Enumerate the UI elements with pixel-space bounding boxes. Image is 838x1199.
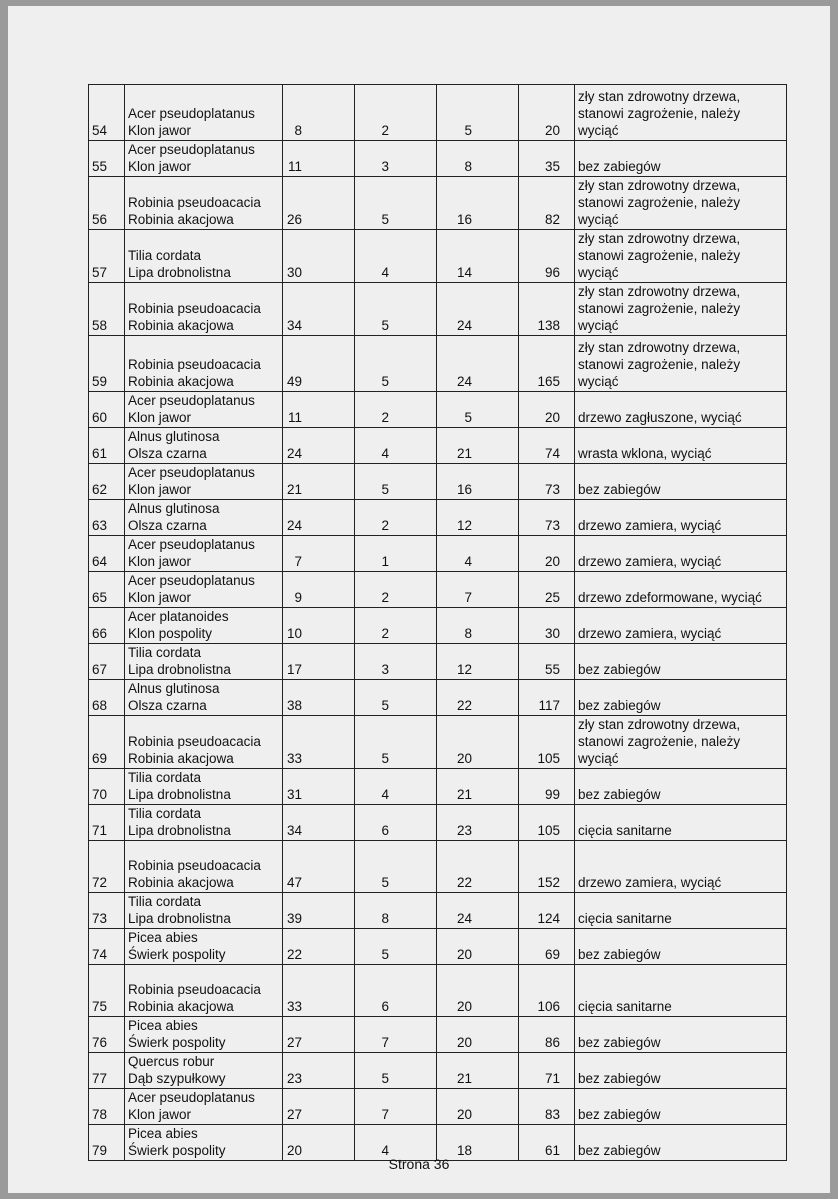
value-cell-v1: 21 [283,464,355,500]
value-cell-v2: 5 [355,1053,437,1089]
value-cell-v2: 5 [355,336,437,392]
remark-line: drzewo zagłuszone, wyciąć [578,410,742,425]
remark-line: bez zabiegów [578,1035,661,1050]
remark-line: drzewo zamiera, wyciąć [578,554,722,569]
remark-line: zły stan zdrowotny drzewa, [578,284,741,299]
value-cell-v2: 2 [355,608,437,644]
value-cell-v2: 7 [355,1017,437,1053]
value-cell-v1: 31 [283,769,355,805]
remark-line: cięcia sanitarne [578,823,672,838]
latin-name: Tilia cordata [128,248,202,263]
remarks-cell [575,1017,787,1053]
polish-name: Lipa drobnolistna [128,787,231,802]
latin-name: Acer pseudoplatanus [128,106,255,121]
polish-name: Robinia akacjowa [128,318,234,333]
latin-name: Acer pseudoplatanus [128,537,255,552]
remarks-cell [575,500,787,536]
species-cell [125,769,283,805]
latin-name: Robinia pseudoacacia [128,858,261,873]
value-cell-v1: 10 [283,608,355,644]
value-cell-v3: 5 [437,392,519,428]
polish-name: Klon jawor [128,1107,192,1122]
document-page [8,6,830,1193]
latin-name: Alnus glutinosa [128,429,220,444]
latin-name: Robinia pseudoacacia [128,301,261,316]
species-cell [125,572,283,608]
remarks-cell [575,336,787,392]
value-cell-v3: 22 [437,841,519,893]
value-cell-v4: 106 [519,965,575,1017]
value-cell-v2: 5 [355,177,437,230]
latin-name: Tilia cordata [128,894,202,909]
row-number-cell: 71 [89,805,125,841]
species-cell [125,283,283,336]
value-cell-v3: 20 [437,965,519,1017]
species-cell [125,464,283,500]
remark-line: bez zabiegów [578,1071,661,1086]
remarks-cell [575,929,787,965]
value-cell-v2: 4 [355,1125,437,1161]
value-cell-v2: 2 [355,392,437,428]
latin-name: Tilia cordata [128,645,202,660]
row-number-cell: 72 [89,841,125,893]
value-cell-v4: 117 [519,680,575,716]
value-cell-v3: 21 [437,1053,519,1089]
table-row [89,716,787,769]
remark-line: stanowi zagrożenie, należy [578,248,741,263]
value-cell-v4: 152 [519,841,575,893]
page-number: Strona 36 [388,1156,450,1172]
row-number-cell: 64 [89,536,125,572]
table-row [89,85,787,141]
species-cell [125,841,283,893]
table-row [89,536,787,572]
table-row [89,929,787,965]
remark-line: bez zabiegów [578,159,661,174]
latin-name: Acer pseudoplatanus [128,573,255,588]
value-cell-v1: 30 [283,230,355,283]
value-cell-v4: 25 [519,572,575,608]
value-cell-v2: 5 [355,841,437,893]
remark-line: wrasta wklona, wyciąć [578,446,712,461]
value-cell-v1: 26 [283,177,355,230]
value-cell-v4: 73 [519,500,575,536]
table-row [89,500,787,536]
polish-name: Robinia akacjowa [128,374,234,389]
row-number-cell: 76 [89,1017,125,1053]
row-number-cell: 75 [89,965,125,1017]
remark-line: stanowi zagrożenie, należy [578,195,741,210]
value-cell-v3: 24 [437,893,519,929]
remark-line: cięcia sanitarne [578,911,672,926]
value-cell-v1: 11 [283,141,355,177]
species-cell [125,1053,283,1089]
value-cell-v3: 4 [437,536,519,572]
value-cell-v1: 17 [283,644,355,680]
remark-line: stanowi zagrożenie, należy [578,734,741,749]
value-cell-v3: 24 [437,336,519,392]
species-cell [125,644,283,680]
remark-line: wyciąć [578,212,619,227]
value-cell-v1: 9 [283,572,355,608]
remark-line: zły stan zdrowotny drzewa, [578,340,741,355]
value-cell-v4: 124 [519,893,575,929]
table-row [89,608,787,644]
value-cell-v4: 99 [519,769,575,805]
row-number-cell: 61 [89,428,125,464]
latin-name: Robinia pseudoacacia [128,734,261,749]
remark-line: zły stan zdrowotny drzewa, [578,231,741,246]
value-cell-v2: 8 [355,893,437,929]
remark-line: stanowi zagrożenie, należy [578,357,741,372]
value-cell-v3: 20 [437,1017,519,1053]
value-cell-v2: 5 [355,929,437,965]
species-cell [125,428,283,464]
latin-name: Acer pseudoplatanus [128,142,255,157]
remarks-cell [575,230,787,283]
latin-name: Tilia cordata [128,770,202,785]
latin-name: Robinia pseudoacacia [128,982,261,997]
remarks-cell [575,1053,787,1089]
row-number-cell: 59 [89,336,125,392]
remark-line: drzewo zdeformowane, wyciąć [578,590,762,605]
polish-name: Robinia akacjowa [128,212,234,227]
latin-name: Acer pseudoplatanus [128,393,255,408]
value-cell-v1: 34 [283,805,355,841]
value-cell-v4: 82 [519,177,575,230]
table-row [89,283,787,336]
value-cell-v3: 5 [437,85,519,141]
value-cell-v4: 105 [519,716,575,769]
value-cell-v3: 20 [437,1089,519,1125]
remarks-cell [575,1089,787,1125]
latin-name: Robinia pseudoacacia [128,195,261,210]
remark-line: bez zabiegów [578,1107,661,1122]
remark-line: bez zabiegów [578,662,661,677]
value-cell-v1: 47 [283,841,355,893]
row-number-cell: 65 [89,572,125,608]
value-cell-v4: 35 [519,141,575,177]
value-cell-v3: 18 [437,1125,519,1161]
table-row [89,1089,787,1125]
remark-line: zły stan zdrowotny drzewa, [578,717,741,732]
value-cell-v3: 21 [437,769,519,805]
polish-name: Klon jawor [128,159,192,174]
value-cell-v3: 24 [437,283,519,336]
value-cell-v4: 71 [519,1053,575,1089]
value-cell-v2: 5 [355,464,437,500]
species-cell [125,141,283,177]
value-cell-v4: 69 [519,929,575,965]
table-row [89,177,787,230]
value-cell-v2: 3 [355,141,437,177]
table-row [89,336,787,392]
table-row [89,1017,787,1053]
remark-line: drzewo zamiera, wyciąć [578,518,722,533]
value-cell-v3: 8 [437,141,519,177]
row-number-cell: 68 [89,680,125,716]
row-number-cell: 58 [89,283,125,336]
polish-name: Klon pospolity [128,626,213,641]
species-cell [125,805,283,841]
species-cell [125,336,283,392]
value-cell-v1: 24 [283,500,355,536]
polish-name: Klon jawor [128,123,192,138]
value-cell-v2: 4 [355,769,437,805]
species-cell [125,929,283,965]
table-row [89,464,787,500]
value-cell-v1: 34 [283,283,355,336]
value-cell-v1: 23 [283,1053,355,1089]
remark-line: drzewo zamiera, wyciąć [578,875,722,890]
value-cell-v2: 2 [355,500,437,536]
species-cell [125,893,283,929]
row-number-cell: 54 [89,85,125,141]
value-cell-v3: 21 [437,428,519,464]
remarks-cell [575,177,787,230]
latin-name: Acer pseudoplatanus [128,1090,255,1105]
remark-line: bez zabiegów [578,698,661,713]
remark-line: wyciąć [578,751,619,766]
species-cell [125,177,283,230]
value-cell-v2: 7 [355,1089,437,1125]
value-cell-v3: 22 [437,680,519,716]
remarks-cell [575,805,787,841]
latin-name: Picea abies [128,930,198,945]
latin-name: Robinia pseudoacacia [128,357,261,372]
row-number-cell: 69 [89,716,125,769]
remarks-cell [575,608,787,644]
remarks-cell [575,536,787,572]
polish-name: Świerk pospolity [128,1035,226,1050]
table-row [89,893,787,929]
polish-name: Klon jawor [128,482,192,497]
value-cell-v2: 4 [355,428,437,464]
value-cell-v3: 20 [437,929,519,965]
value-cell-v2: 2 [355,572,437,608]
table-row [89,1053,787,1089]
remarks-cell [575,893,787,929]
table-row [89,965,787,1017]
value-cell-v4: 83 [519,1089,575,1125]
species-cell [125,965,283,1017]
remark-line: zły stan zdrowotny drzewa, [578,178,741,193]
row-number-cell: 62 [89,464,125,500]
remarks-cell [575,644,787,680]
value-cell-v1: 11 [283,392,355,428]
latin-name: Picea abies [128,1126,198,1141]
species-cell [125,1089,283,1125]
value-cell-v1: 22 [283,929,355,965]
value-cell-v2: 6 [355,965,437,1017]
value-cell-v3: 23 [437,805,519,841]
polish-name: Lipa drobnolistna [128,662,231,677]
row-number-cell: 74 [89,929,125,965]
remarks-cell [575,392,787,428]
remark-line: bez zabiegów [578,947,661,962]
value-cell-v1: 20 [283,1125,355,1161]
polish-name: Świerk pospolity [128,947,226,962]
polish-name: Dąb szypułkowy [128,1071,226,1086]
value-cell-v1: 39 [283,893,355,929]
row-number-cell: 77 [89,1053,125,1089]
value-cell-v2: 6 [355,805,437,841]
value-cell-v3: 16 [437,177,519,230]
row-number-cell: 66 [89,608,125,644]
tree-inventory-table [88,84,787,1161]
table-row [89,230,787,283]
polish-name: Lipa drobnolistna [128,911,231,926]
value-cell-v2: 5 [355,716,437,769]
value-cell-v2: 2 [355,85,437,141]
row-number-cell: 56 [89,177,125,230]
remarks-cell [575,428,787,464]
remarks-cell [575,283,787,336]
row-number-cell: 57 [89,230,125,283]
remark-line: drzewo zamiera, wyciąć [578,626,722,641]
table-body [89,85,787,1161]
value-cell-v4: 138 [519,283,575,336]
value-cell-v3: 20 [437,716,519,769]
row-number-cell: 73 [89,893,125,929]
remark-line: bez zabiegów [578,1143,661,1158]
species-cell [125,392,283,428]
value-cell-v4: 30 [519,608,575,644]
remark-line: wyciąć [578,265,619,280]
remark-line: wyciąć [578,318,619,333]
polish-name: Klon jawor [128,554,192,569]
polish-name: Lipa drobnolistna [128,265,231,280]
polish-name: Klon jawor [128,590,192,605]
polish-name: Świerk pospolity [128,1143,226,1158]
table-row [89,644,787,680]
polish-name: Olsza czarna [128,446,207,461]
value-cell-v4: 20 [519,392,575,428]
remark-line: bez zabiegów [578,482,661,497]
polish-name: Klon jawor [128,410,192,425]
value-cell-v1: 27 [283,1089,355,1125]
row-number-cell: 60 [89,392,125,428]
value-cell-v4: 96 [519,230,575,283]
species-cell [125,680,283,716]
species-cell [125,536,283,572]
species-cell [125,608,283,644]
remarks-cell [575,716,787,769]
remark-line: stanowi zagrożenie, należy [578,301,741,316]
remarks-cell [575,572,787,608]
remark-line: wyciąć [578,374,619,389]
value-cell-v1: 27 [283,1017,355,1053]
value-cell-v4: 86 [519,1017,575,1053]
table-row [89,392,787,428]
value-cell-v2: 5 [355,680,437,716]
value-cell-v3: 7 [437,572,519,608]
latin-name: Acer pseudoplatanus [128,465,255,480]
polish-name: Olsza czarna [128,518,207,533]
latin-name: Alnus glutinosa [128,501,220,516]
value-cell-v3: 16 [437,464,519,500]
value-cell-v3: 12 [437,500,519,536]
polish-name: Lipa drobnolistna [128,823,231,838]
remarks-cell [575,464,787,500]
value-cell-v3: 14 [437,230,519,283]
table-row [89,572,787,608]
table-row [89,141,787,177]
value-cell-v1: 38 [283,680,355,716]
remarks-cell [575,680,787,716]
species-cell [125,230,283,283]
row-number-cell: 78 [89,1089,125,1125]
species-cell [125,85,283,141]
remarks-cell [575,841,787,893]
value-cell-v2: 4 [355,230,437,283]
row-number-cell: 70 [89,769,125,805]
value-cell-v4: 165 [519,336,575,392]
remarks-cell [575,141,787,177]
table-row [89,841,787,893]
value-cell-v1: 7 [283,536,355,572]
latin-name: Acer platanoides [128,609,229,624]
table-row [89,680,787,716]
polish-name: Robinia akacjowa [128,875,234,890]
row-number-cell: 63 [89,500,125,536]
value-cell-v2: 1 [355,536,437,572]
row-number-cell: 67 [89,644,125,680]
value-cell-v4: 20 [519,536,575,572]
value-cell-v1: 33 [283,965,355,1017]
value-cell-v4: 55 [519,644,575,680]
species-cell [125,500,283,536]
remark-line: bez zabiegów [578,787,661,802]
value-cell-v3: 12 [437,644,519,680]
latin-name: Alnus glutinosa [128,681,220,696]
remark-line: cięcia sanitarne [578,999,672,1014]
value-cell-v1: 8 [283,85,355,141]
remarks-cell [575,965,787,1017]
value-cell-v2: 5 [355,283,437,336]
remark-line: wyciąć [578,123,619,138]
value-cell-v4: 20 [519,85,575,141]
table-row [89,805,787,841]
table-row [89,428,787,464]
latin-name: Quercus robur [128,1054,215,1069]
row-number-cell: 55 [89,141,125,177]
polish-name: Robinia akacjowa [128,751,234,766]
value-cell-v2: 3 [355,644,437,680]
species-cell [125,716,283,769]
value-cell-v4: 74 [519,428,575,464]
polish-name: Olsza czarna [128,698,207,713]
latin-name: Picea abies [128,1018,198,1033]
remarks-cell [575,85,787,141]
polish-name: Robinia akacjowa [128,999,234,1014]
table-row [89,769,787,805]
value-cell-v1: 33 [283,716,355,769]
value-cell-v1: 49 [283,336,355,392]
latin-name: Tilia cordata [128,806,202,821]
remarks-cell [575,769,787,805]
value-cell-v4: 61 [519,1125,575,1161]
species-cell [125,1017,283,1053]
row-number-cell: 79 [89,1125,125,1161]
remark-line: stanowi zagrożenie, należy [578,106,741,121]
value-cell-v4: 73 [519,464,575,500]
remark-line: zły stan zdrowotny drzewa, [578,89,741,104]
value-cell-v1: 24 [283,428,355,464]
value-cell-v3: 8 [437,608,519,644]
value-cell-v4: 105 [519,805,575,841]
